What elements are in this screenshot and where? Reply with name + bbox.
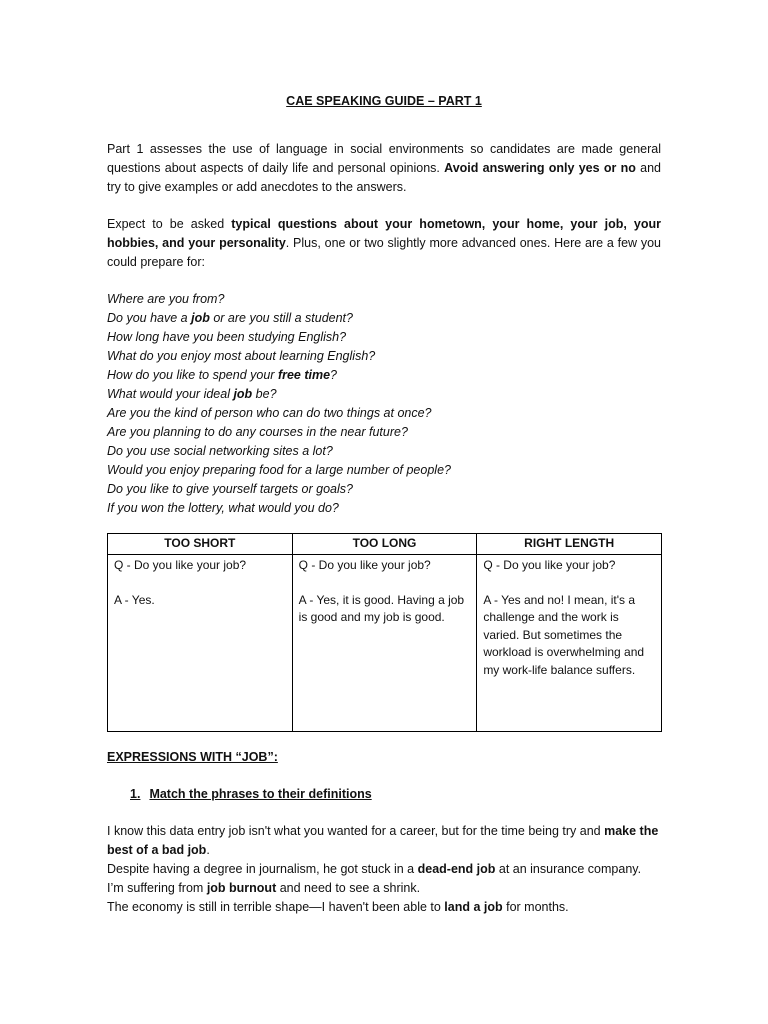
question-item: Do you have a job or are you still a student? — [107, 311, 353, 325]
cell-right-length — [477, 555, 662, 732]
example-sentences — [107, 822, 667, 917]
question-item: What do you enjoy most about learning English? — [107, 349, 376, 363]
intro-text-bold: Avoid answering only yes or no — [444, 161, 636, 175]
header-right-length: RIGHT LENGTH — [477, 534, 662, 555]
list-item: Despite having a degree in journalism, he got stuck in a dead-end job at an insurance company. — [107, 862, 642, 876]
list-item: The economy is still in terrible shape—I haven't been able to land a job for months. — [107, 900, 569, 914]
answer-length-table — [107, 533, 662, 732]
table-row — [108, 555, 662, 732]
cell-question: Q - Do you like your job? — [483, 558, 616, 572]
section-heading: EXPRESSIONS WITH “JOB”: — [107, 750, 278, 764]
intro-paragraph — [107, 140, 661, 197]
cell-question: Q - Do you like your job? — [114, 558, 247, 572]
question-item: Where are you from? — [107, 292, 225, 306]
topics-text-bold: typical questions about your hometown, your home, your job, your hobbies, and your personality — [107, 217, 661, 250]
cell-answer: A - Yes and no! I mean, it's a challenge and the work is varied. But sometimes the workload is overwhelming and my work-life balance suffers. — [483, 592, 645, 677]
cell-answer: A - Yes. — [114, 592, 155, 607]
cell-too-short — [108, 555, 293, 732]
list-item: I’m suffering from job burnout and need to see a shrink. — [107, 881, 421, 895]
question-item: Would you enjoy preparing food for a large number of people? — [107, 463, 451, 477]
question-item: Do you like to give yourself targets or goals? — [107, 482, 353, 496]
question-item: Are you planning to do any courses in the near future? — [107, 425, 408, 439]
cell-too-long — [292, 555, 477, 732]
header-too-long: TOO LONG — [292, 534, 477, 555]
question-item: If you won the lottery, what would you do? — [107, 501, 339, 515]
question-list — [107, 290, 661, 518]
question-item: Do you use social networking sites a lot? — [107, 444, 333, 458]
exercise-heading — [130, 787, 372, 801]
page-title: CAE SPEAKING GUIDE – PART 1 — [286, 94, 482, 108]
question-item: Are you the kind of person who can do two things at once? — [107, 406, 432, 420]
cell-answer: A - Yes, it is good. Having a job is good and my job is good. — [298, 592, 465, 624]
table-header-row — [108, 534, 662, 555]
question-item: How long have you been studying English? — [107, 330, 347, 344]
topics-text-a: Expect to be asked — [107, 217, 232, 231]
intro-text-c: and try to give examples or add anecdotes to the answers. — [107, 161, 661, 194]
question-item: How do you like to spend your free time? — [107, 368, 337, 382]
cell-question: Q - Do you like your job? — [298, 558, 431, 572]
question-item: What would your ideal job be? — [107, 387, 277, 401]
header-too-short: TOO SHORT — [108, 534, 293, 555]
list-item: I know this data entry job isn't what you wanted for a career, but for the time being try and make the best of a bad job. — [107, 824, 659, 857]
topics-text-c: . Plus, one or two slightly more advanced ones. Here are a few you could prepare for: — [107, 236, 661, 269]
topics-paragraph — [107, 215, 661, 272]
exercise-label: Match the phrases to their definitions — [149, 787, 372, 801]
exercise-number: 1. — [130, 787, 141, 801]
intro-text-a: Part 1 assesses the use of language in social environments so candidates are made general questions about aspects of daily life and personal opinions. — [107, 142, 661, 175]
